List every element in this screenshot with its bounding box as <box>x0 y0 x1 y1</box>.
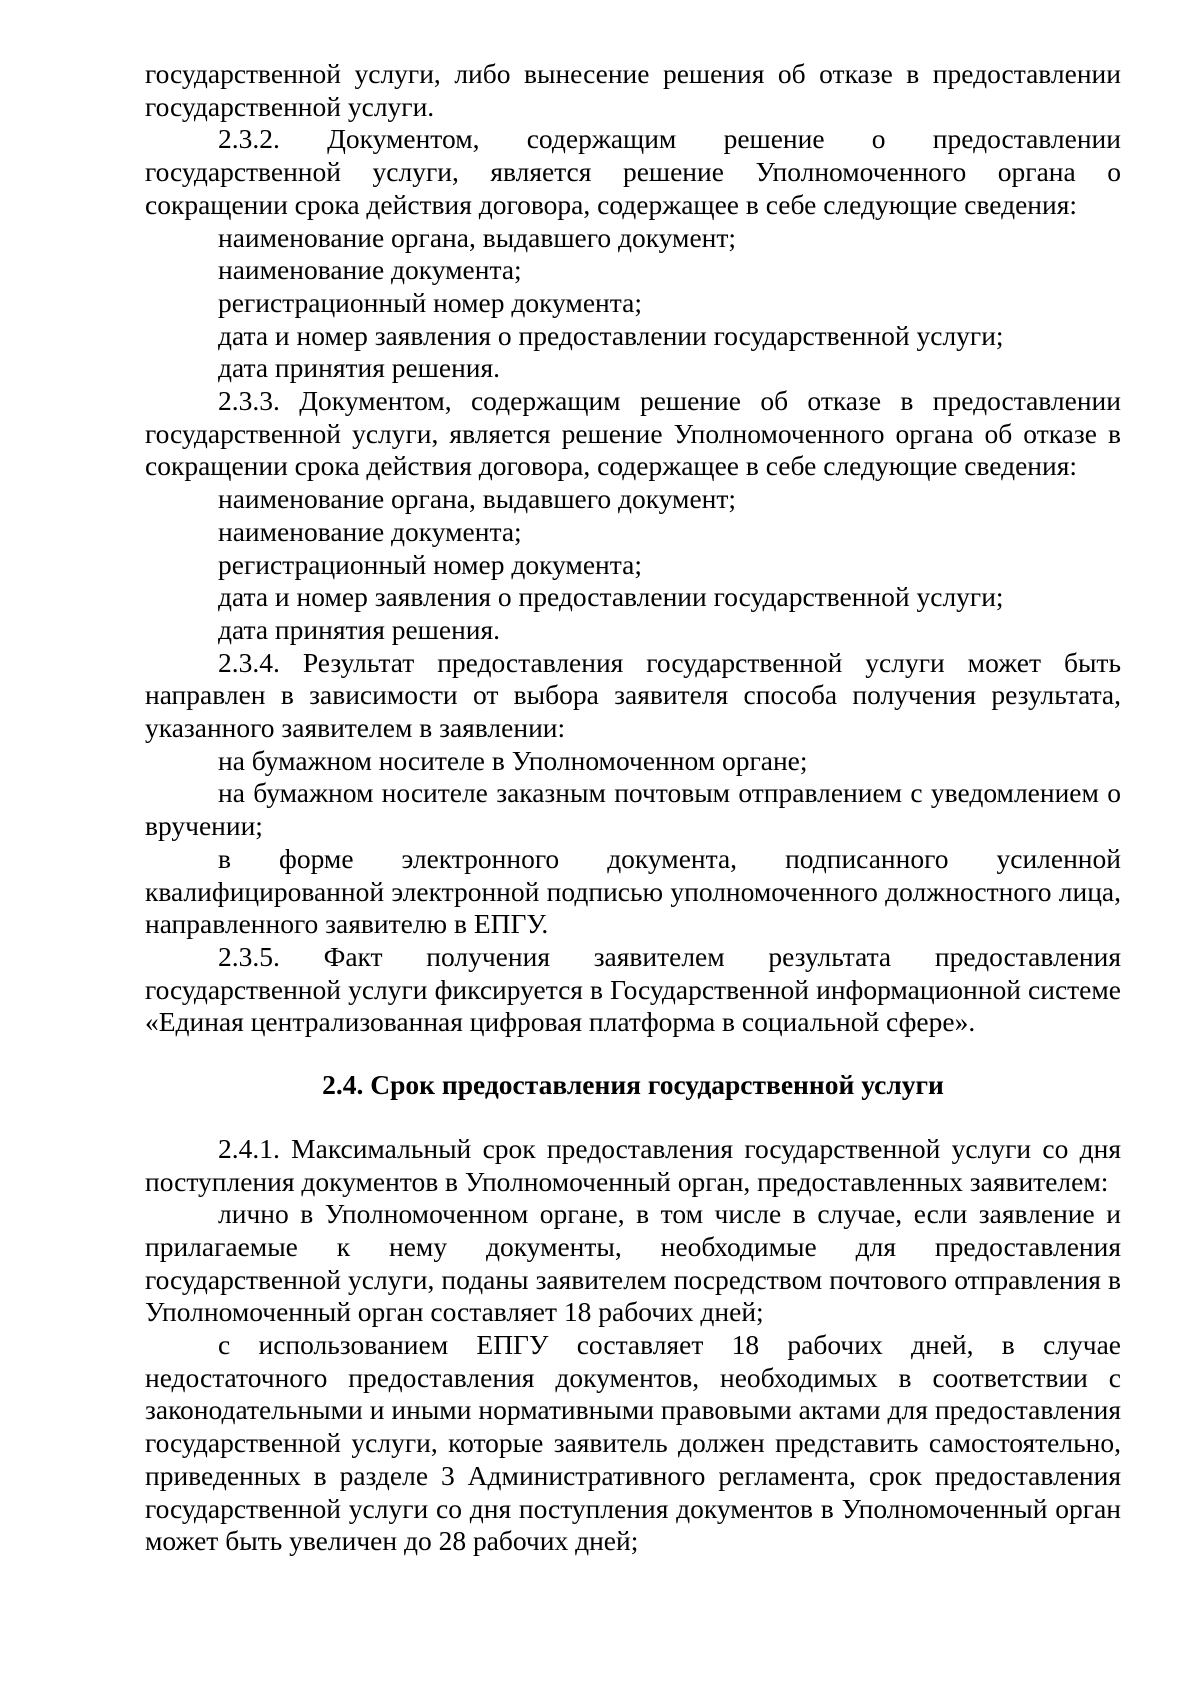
list-item: регистрационный номер документа; <box>218 286 642 318</box>
list-item: наименование органа, выдавшего документ; <box>218 221 737 253</box>
paragraph-continuation: государственной услуги, либо вынесение решения об отказе в предоставлении государственной услуги. <box>145 58 1121 122</box>
term-option-epgu: с использованием ЕПГУ составляет 18 рабочих дней, в случае недостаточного предоставления документов, необходимых в соответствии с законодательными и иными нормативными правовыми актами для предоставления государственной услуги, которые заявитель должен представить самостоятельно, приведенных в разделе 3 Административного регламента, срок предоставления государственной услуги со дня поступления документов в Уполномоченный орган может быть увеличен до 28 рабочих дней; <box>145 1329 1121 1557</box>
delivery-option-paper-office: на бумажном носителе в Уполномоченном органе; <box>218 744 808 776</box>
list-item: дата и номер заявления о предоставлении государственной услуги; <box>218 319 1004 351</box>
list-item: наименование документа; <box>218 254 522 286</box>
delivery-option-paper-mail: на бумажном носителе заказным почтовым отправлением с уведомлением о вручении; <box>145 777 1121 842</box>
paragraph-2-3-3: 2.3.3. Документом, содержащим решение об отказе в предоставлении государственной услуги, является решение Уполномоченного органа об отказе в сокращении срока действия договора, содержащее в себе следующие сведения: <box>145 385 1121 482</box>
paragraph-2-4-1: 2.4.1. Максимальный срок предоставления государственной услуги со дня поступления документов в Уполномоченный орган, предоставленных заявителем: <box>145 1132 1121 1197</box>
term-option-in-person: лично в Уполномоченном органе, в том числе в случае, если заявление и прилагаемые к нему документы, необходимые для предоставления государственной услуги, поданы заявителем посредством почтового отправления в Уполномоченный орган составляет 18 рабочих дней; <box>145 1198 1121 1328</box>
paragraph-2-3-2: 2.3.2. Документом, содержащим решение о предоставлении государственной услуги, является решение Уполномоченного органа о сокращении срока действия договора, содержащее в себе следующие сведения: <box>145 123 1121 220</box>
list-item: наименование документа; <box>218 515 522 547</box>
list-item: наименование органа, выдавшего документ; <box>218 483 737 515</box>
delivery-option-electronic: в форме электронного документа, подписанного усиленной квалифицированной электронной подписью уполномоченного должностного лица, направленного заявителю в ЕПГУ. <box>145 842 1121 940</box>
paragraph-2-3-5: 2.3.5. Факт получения заявителем результата предоставления государственной услуги фиксируется в Государственной информационной системе «Единая централизованная цифровая платформа в социальной сфере». <box>145 940 1121 1038</box>
paragraph-2-3-4: 2.3.4. Результат предоставления государственной услуги может быть направлен в зависимости от выбора заявителя способа получения результата, указанного заявителем в заявлении: <box>145 646 1121 744</box>
list-item: дата принятия решения. <box>218 613 501 645</box>
list-item: дата принятия решения. <box>218 352 501 384</box>
section-heading-2-4: 2.4. Срок предоставления государственной услуги <box>322 1069 944 1101</box>
list-item: регистрационный номер документа; <box>218 548 642 580</box>
list-item: дата и номер заявления о предоставлении государственной услуги; <box>218 581 1004 613</box>
document-page <box>145 58 1121 1558</box>
